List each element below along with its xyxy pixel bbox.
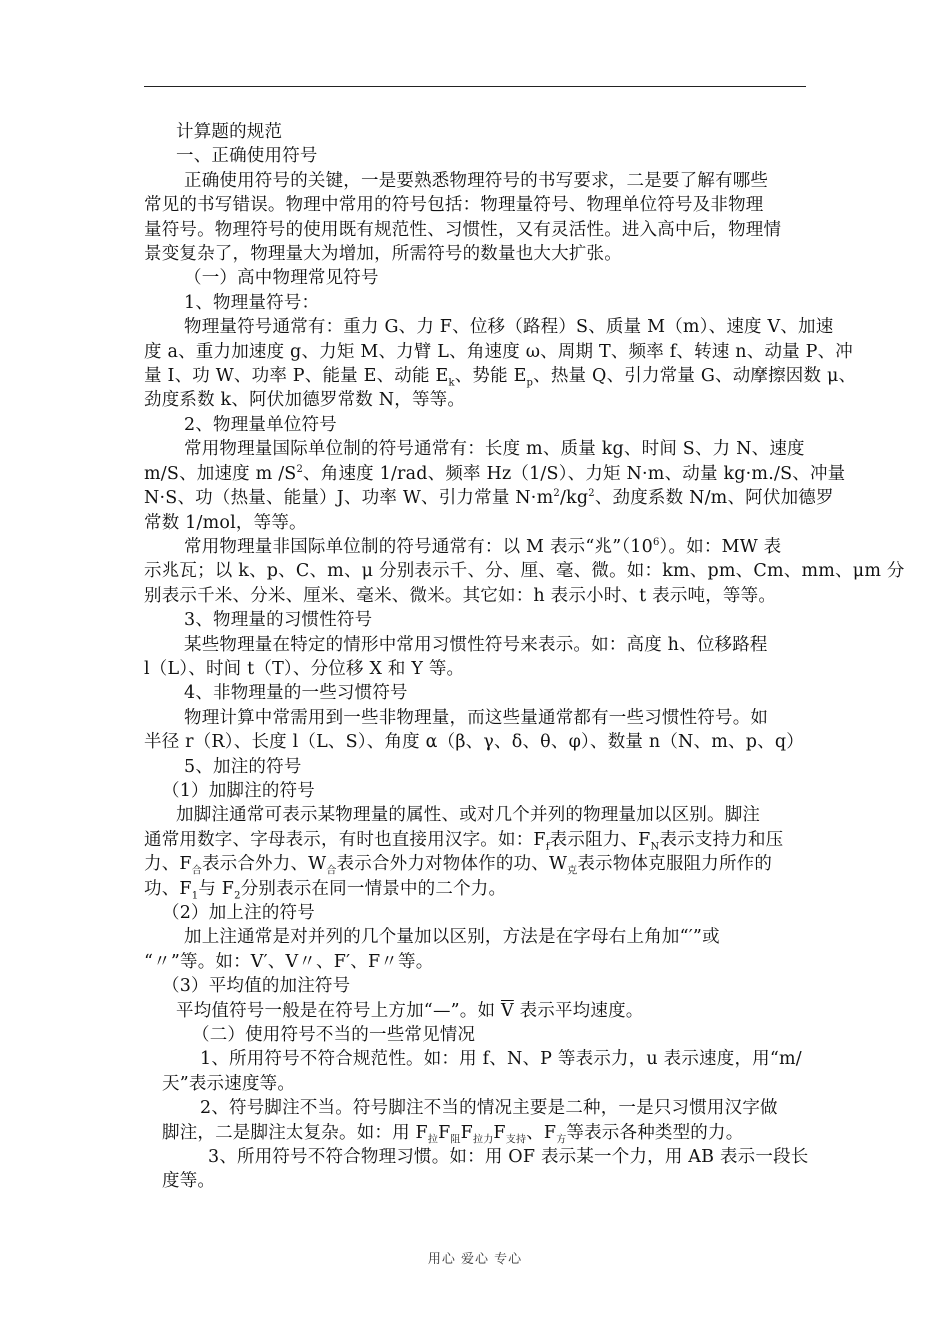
heading-habitual-symbols: 3、物理量的习惯性符号 <box>184 610 373 631</box>
header-rule <box>144 86 806 87</box>
para-line: 力、$F_合$表示合外力、$W_合$表示合外力对物体作的功、$W_克$表示物体克服阻力所作的 <box>144 854 773 877</box>
para-line: 加脚注通常可表示某物理量的属性、或对几个并列的物理量加以区别。脚注 <box>176 805 761 826</box>
para-line: 物理量符号通常有：重力 G、力 F、位移（路程）S、质量 M（m）、速度 V、加速 <box>184 317 834 338</box>
para-line: “〃”等。如：V′、V〃、F′、F〃等。 <box>144 951 434 972</box>
para-line: 量 I、功 W、功率 P、能量 E、动能 $E_k$、势能 $E_p$、热量 Q、引力常量 G、动摩擦因数 μ、 <box>144 366 857 389</box>
para-line: 1、所用符号不符合规范性。如：用 f、N、P 等表示力，u 表示速度，用“m/ <box>200 1049 802 1070</box>
section-heading-1: 一、正确使用符号 <box>176 146 318 167</box>
para-line: m/S、加速度 m $/S^2$、角速度 1/rad、频率 Hz（1/S）、力矩 N·m、动量 kg·m./S、冲量 <box>144 463 846 484</box>
intro-line: 量符号。物理符号的使用既有规范性、习惯性，又有灵活性。进入高中后，物理情 <box>144 219 782 240</box>
subsection-heading-1: （一）高中物理常见符号 <box>184 268 379 289</box>
para-line: 物理计算中常需用到一些非物理量，而这些量通常都有一些习惯性符号。如 <box>184 707 769 728</box>
para-line: 平均值符号一般是在符号上方加“—”。如 $\overline{V}$ 表示平均速度。 <box>176 1000 644 1021</box>
intro-line: 景变复杂了，物理量大为增加，所需符号的数量也大大扩张。 <box>144 244 622 265</box>
para-line: l（L）、时间 t（T）、分位移 X 和 Y 等。 <box>144 658 465 679</box>
para-line: 常数 1/mol，等等。 <box>144 512 307 533</box>
intro-line: 常见的书写错误。物理中常用的符号包括：物理量符号、物理单位符号及非物理 <box>144 195 764 216</box>
heading-physical-symbols: 1、物理量符号： <box>184 292 320 313</box>
heading-superscript-symbols: （2）加上注的符号 <box>162 903 315 923</box>
para-line: 示兆瓦；以 k、p、C、m、μ 分别表示千、分、厘、毫、微。如：km、pm、Cm、mm、μm 分 <box>144 561 905 582</box>
para-line: 半径 r（R）、长度 l（L、S）、角度 α（β、γ、δ、θ、φ）、数量 n（N、m、p、q） <box>144 732 804 753</box>
doc-title: 计算题的规范 <box>176 122 283 142</box>
para-line: 天”表示速度等。 <box>162 1073 296 1094</box>
para-line: 别表示千米、分米、厘米、毫米、微米。其它如：h 表示小时、t 表示吨，等等。 <box>144 585 777 606</box>
para-line: 度 a、重力加速度 g、力矩 M、力臂 L、角速度 ω、周期 T、频率 f、转速 n、动量 P、冲 <box>144 341 854 362</box>
document-body <box>144 120 905 1194</box>
para-line: 度等。 <box>162 1171 216 1192</box>
page-footer: 用心 爱心 专心 <box>427 1252 523 1267</box>
para-line: 常用物理量国际单位制的符号通常有：长度 m、质量 kg、时间 S、力 N、速度 <box>184 439 805 460</box>
para-line: 脚注，二是脚注太复杂。如：用 $F_拉F_阻F_{拉力}F_{支持}$、$F_方$等表示各种类型的力。 <box>162 1122 744 1146</box>
para-line: 加上注通常是对并列的几个量加以区别，方法是在字母右上角加“′”或 <box>184 927 720 948</box>
heading-annotated-symbols: 5、加注的符号 <box>184 756 302 777</box>
para-line: 2、符号脚注不当。符号脚注不当的情况主要是二种，一是只习惯用汉字做 <box>200 1098 778 1119</box>
para-line: 通常用数字、字母表示，有时也直接用汉字。如：$F_f$表示阻力、$F_N$表示支持力和压 <box>144 829 784 853</box>
heading-average-symbol: （3）平均值的加注符号 <box>162 976 351 997</box>
para-line: 3、所用符号不符合物理习惯。如：用 OF 表示某一个力，用 AB 表示一段长 <box>208 1147 809 1168</box>
para-line: N·S、功（热量、能量）J、功率 W、引力常量 $N\cdot m^2/kg^2$、劲度系数 N/m、阿伏加德罗 <box>144 488 834 509</box>
heading-unit-symbols: 2、物理量单位符号 <box>184 414 337 435</box>
average-velocity-symbol: $\overline{V}$ <box>500 1000 514 1021</box>
para-line: 常用物理量非国际单位制的符号通常有：以 M 表示“兆$”(10^6)$。如：MW 表 <box>184 536 782 557</box>
para-line: 劲度系数 k、阿伏加德罗常数 N，等等。 <box>144 390 466 411</box>
para-line: 某些物理量在特定的情形中常用习惯性符号来表示。如：高度 h、位移路程 <box>184 634 768 655</box>
para-line: 功、$F_1$与 $F_2$分别表示在同一情景中的二个力。 <box>144 878 507 902</box>
heading-nonphysical-symbols: 4、非物理量的一些习惯符号 <box>184 683 408 704</box>
subsection-heading-2: （二）使用符号不当的一些常见情况 <box>192 1025 476 1046</box>
heading-subscript-symbols: （1）加脚注的符号 <box>162 780 315 801</box>
intro-line: 正确使用符号的关键，一是要熟悉物理符号的书写要求，二是要了解有哪些 <box>184 170 769 191</box>
